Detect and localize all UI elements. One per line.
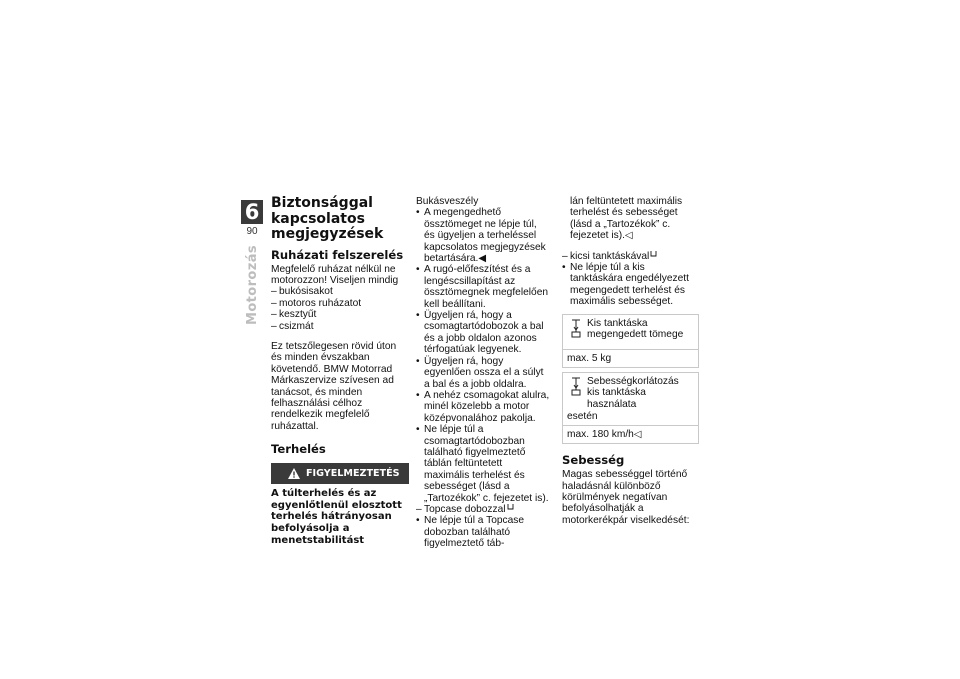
list-item: [562, 251, 699, 262]
chapter-side-label: Motorozás: [245, 244, 260, 325]
equipment-icon: [650, 251, 657, 259]
spec-head: [563, 315, 698, 349]
weight-icon: [569, 319, 583, 339]
clothing-paragraph: Ez tetszőlegesen rövid úton és minden évszakban követendő. BMW Motorrad Márkaszervize szívesen ad tanácsot, és minden felhasználási célhoz rendelkezik megfelelő ruházattal.: [271, 340, 397, 432]
topcase-label: Topcase dobozzal: [424, 503, 506, 515]
warning-label: FIGYELMEZTETÉS: [306, 468, 400, 480]
column-3: [562, 196, 699, 526]
clothing-intro: Megfelelő ruházat nélkül ne motorozzon! Viseljen mindig: [271, 263, 399, 286]
spec-box-speed: [562, 372, 699, 444]
warning-triangle-icon: [288, 468, 300, 479]
list-item: • Ne lépje túl a kis tanktáskára engedélyezett megengedett terhelést és maximális sebességet.: [562, 262, 699, 308]
warning-text: A túlterhelés és az egyenlőtlenül elosztott terhelés hátrányosan befolyásolja a menetstabilitást: [271, 488, 402, 546]
column-2: [416, 196, 550, 550]
page-number: 90: [246, 226, 258, 237]
list-item: • Ne lépje túl a csomagtartódobozban található figyelmeztető táblán feltüntetett maximális terhelést és sebességet (lásd a „Tartozékok” c. fejezetet is).: [416, 424, 550, 504]
tankbag-label: kicsi tanktáskával: [570, 250, 650, 262]
section-speed-heading: Sebesség: [562, 453, 625, 468]
page-title: Biztonsággal kapcsolatos megjegyzések: [271, 195, 384, 242]
spec-box-weight: [562, 314, 699, 368]
list-item: • A rugó-előfeszítést és a lengéscsillapítást az össztömegnek megfelelően kell beállítani.: [416, 264, 550, 310]
topcase-continued: lán feltüntetett maximális terhelést és sebességet (lásd a „Tartozékok” c. fejezetet is).◁: [570, 196, 683, 242]
chapter-number: 6: [241, 200, 263, 224]
section-load-heading: Terhelés: [271, 442, 326, 457]
speed-paragraph: Magas sebességgel történő haladásnál különböző körülmények negatívan befolyásolhatják a motorkerékpár viselkedését:: [562, 469, 690, 526]
list-item: • Ügyeljen rá, hogy egyenlően ossza el a súlyt a bal és a jobb oldalra.: [416, 356, 550, 390]
list-item: – kesztyűt: [271, 309, 409, 320]
equipment-icon: [507, 504, 514, 512]
list-item: – motoros ruházatot: [271, 298, 409, 309]
list-item: • A nehéz csomagokat alulra, minél közelebb a motor középvonalához pakolja.: [416, 390, 550, 424]
list-item: • Ügyeljen rá, hogy a csomagtartódobozok a bal és a jobb oldalon azonos térfogatúak legyenek.: [416, 310, 550, 356]
load-bullets: [416, 207, 550, 504]
spec-value: max. 180 km/h◁: [563, 425, 698, 443]
section-clothing-heading: Ruházati felszerelés: [271, 247, 404, 262]
list-item: [416, 504, 550, 515]
speed-limit-icon: [569, 377, 583, 397]
list-item: – bukósisakot: [271, 286, 409, 297]
topcase-bullets: [416, 515, 550, 549]
warning-banner: [271, 463, 409, 484]
list-item: – csizmát: [271, 321, 409, 332]
clothing-list: [271, 286, 409, 332]
spec-head: [563, 373, 698, 413]
tankbag-list: [562, 251, 699, 262]
list-item: • A megengedhető össztömeget ne lépje túl, és ügyeljen a terheléssel kapcsolatos megjegyzések betartására.◀: [416, 207, 550, 264]
topcase-list: [416, 504, 550, 515]
side-label-wrap: [233, 244, 273, 340]
list-item: • Ne lépje túl a Topcase dobozban található figyelmeztető táb-: [416, 515, 550, 549]
spec-label: Sebességkorlátozás kis tanktáska használata: [587, 376, 679, 410]
column-1: [271, 196, 409, 546]
spec-value: max. 5 kg: [563, 349, 698, 367]
spec-sublabel: esetén: [567, 411, 598, 423]
spec-label: Kis tanktáska megengedett tömege: [587, 317, 684, 341]
tankbag-bullets: [562, 262, 699, 308]
crash-risk-lead: Bukásveszély: [416, 196, 479, 207]
